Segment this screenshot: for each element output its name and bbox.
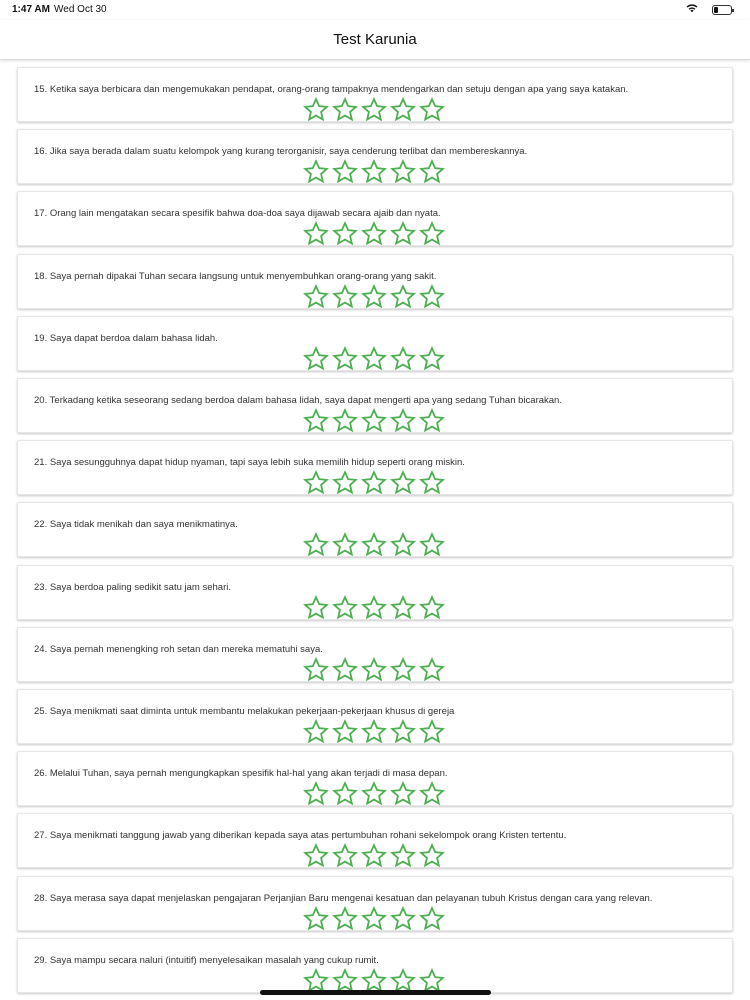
home-indicator[interactable] bbox=[260, 990, 491, 995]
star-rating bbox=[303, 719, 445, 744]
question-text: 19. Saya dapat berdoa dalam bahasa lidah. bbox=[34, 332, 218, 344]
star-icon[interactable] bbox=[390, 532, 416, 557]
question-text: 23. Saya berdoa paling sedikit satu jam sehari. bbox=[34, 581, 231, 593]
star-icon[interactable] bbox=[361, 595, 387, 620]
star-icon[interactable] bbox=[332, 906, 358, 931]
star-icon[interactable] bbox=[390, 657, 416, 682]
star-icon[interactable] bbox=[332, 719, 358, 744]
question-text: 27. Saya menikmati tanggung jawab yang diberikan kepada saya atas pertumbuhan rohani sekelompok orang Kristen tertentu. bbox=[34, 830, 567, 842]
page-title: Test Karunia bbox=[333, 31, 417, 48]
question-card bbox=[17, 67, 733, 122]
star-icon[interactable] bbox=[361, 284, 387, 309]
wifi-icon bbox=[686, 3, 698, 16]
question-card bbox=[17, 938, 733, 993]
star-icon[interactable] bbox=[303, 408, 329, 433]
star-rating bbox=[303, 221, 445, 246]
question-card bbox=[17, 565, 733, 620]
star-icon[interactable] bbox=[361, 657, 387, 682]
star-icon[interactable] bbox=[419, 408, 445, 433]
star-icon[interactable] bbox=[303, 159, 329, 184]
star-icon[interactable] bbox=[303, 657, 329, 682]
star-icon[interactable] bbox=[390, 470, 416, 495]
navigation-bar bbox=[0, 20, 750, 60]
star-icon[interactable] bbox=[419, 346, 445, 371]
star-icon[interactable] bbox=[361, 532, 387, 557]
star-icon[interactable] bbox=[303, 97, 329, 122]
star-rating bbox=[303, 470, 445, 495]
question-card bbox=[17, 378, 733, 433]
star-icon[interactable] bbox=[303, 781, 329, 806]
question-text: 22. Saya tidak menikah dan saya menikmatinya. bbox=[34, 519, 238, 531]
question-card bbox=[17, 627, 733, 682]
question-text: 15. Ketika saya berbicara dan mengemukakan pendapat, orang-orang tampaknya mendengarkan dan setuju dengan apa yang saya katakan. bbox=[34, 84, 629, 95]
status-date: Wed Oct 30 bbox=[54, 4, 107, 15]
star-icon[interactable] bbox=[361, 906, 387, 931]
star-icon[interactable] bbox=[419, 595, 445, 620]
star-rating bbox=[303, 532, 445, 557]
status-time: 1:47 AM bbox=[12, 4, 50, 15]
star-icon[interactable] bbox=[303, 470, 329, 495]
star-rating bbox=[303, 843, 445, 868]
star-icon[interactable] bbox=[332, 408, 358, 433]
star-icon[interactable] bbox=[332, 346, 358, 371]
star-icon[interactable] bbox=[361, 408, 387, 433]
status-bar bbox=[0, 0, 750, 20]
star-rating bbox=[303, 284, 445, 309]
star-icon[interactable] bbox=[419, 221, 445, 246]
question-text: 16. Jika saya berada dalam suatu kelompok yang kurang terorganisir, saya cenderung terlibat dan membereskannya. bbox=[34, 146, 528, 158]
star-icon[interactable] bbox=[419, 781, 445, 806]
question-text: 17. Orang lain mengatakan secara spesifik bahwa doa-doa saya dijawab secara ajaib dan nyata. bbox=[34, 208, 441, 220]
star-icon[interactable] bbox=[332, 843, 358, 868]
star-icon[interactable] bbox=[419, 719, 445, 744]
star-icon[interactable] bbox=[332, 595, 358, 620]
star-icon[interactable] bbox=[390, 719, 416, 744]
star-icon[interactable] bbox=[361, 221, 387, 246]
star-rating bbox=[303, 97, 445, 122]
star-icon[interactable] bbox=[303, 346, 329, 371]
question-card bbox=[17, 254, 733, 309]
star-icon[interactable] bbox=[303, 284, 329, 309]
star-icon[interactable] bbox=[419, 906, 445, 931]
question-text: 21. Saya sesungguhnya dapat hidup nyaman, tapi saya lebih suka memilih hidup seperti orang miskin. bbox=[34, 457, 465, 469]
star-icon[interactable] bbox=[332, 657, 358, 682]
question-text: 26. Melalui Tuhan, saya pernah mengungkapkan spesifik hal-hal yang akan terjadi di masa depan. bbox=[34, 768, 448, 780]
status-icons bbox=[686, 3, 732, 16]
star-icon[interactable] bbox=[332, 97, 358, 122]
star-icon[interactable] bbox=[390, 781, 416, 806]
star-icon[interactable] bbox=[332, 781, 358, 806]
star-icon[interactable] bbox=[390, 159, 416, 184]
star-icon[interactable] bbox=[390, 843, 416, 868]
star-icon[interactable] bbox=[419, 843, 445, 868]
star-rating bbox=[303, 595, 445, 620]
star-icon[interactable] bbox=[332, 159, 358, 184]
star-rating bbox=[303, 159, 445, 184]
star-icon[interactable] bbox=[390, 221, 416, 246]
question-list[interactable] bbox=[0, 64, 750, 1000]
star-icon[interactable] bbox=[361, 470, 387, 495]
star-rating bbox=[303, 781, 445, 806]
star-icon[interactable] bbox=[303, 595, 329, 620]
star-icon[interactable] bbox=[419, 532, 445, 557]
star-icon[interactable] bbox=[332, 470, 358, 495]
star-icon[interactable] bbox=[361, 159, 387, 184]
question-text: 29. Saya mampu secara naluri (intuitif) menyelesaikan masalah yang cukup rumit. bbox=[34, 954, 379, 966]
star-icon[interactable] bbox=[390, 346, 416, 371]
star-icon[interactable] bbox=[332, 284, 358, 309]
star-icon[interactable] bbox=[303, 221, 329, 246]
star-icon[interactable] bbox=[361, 843, 387, 868]
star-icon[interactable] bbox=[332, 532, 358, 557]
star-icon[interactable] bbox=[361, 719, 387, 744]
star-icon[interactable] bbox=[332, 221, 358, 246]
question-card bbox=[17, 316, 733, 371]
star-icon[interactable] bbox=[361, 781, 387, 806]
star-icon[interactable] bbox=[390, 595, 416, 620]
star-icon[interactable] bbox=[361, 97, 387, 122]
star-icon[interactable] bbox=[303, 906, 329, 931]
question-card bbox=[17, 502, 733, 557]
question-text: 20. Terkadang ketika seseorang sedang berdoa dalam bahasa lidah, saya dapat mengerti apa yang sedang Tuhan bicarakan. bbox=[34, 395, 562, 406]
star-icon[interactable] bbox=[390, 408, 416, 433]
question-text: 28. Saya merasa saya dapat menjelaskan pengajaran Perjanjian Baru mengenai kesatuan dan pelayanan tubuh Kristus dengan cara yang relevan. bbox=[34, 892, 653, 904]
battery-icon bbox=[712, 5, 732, 15]
star-icon[interactable] bbox=[303, 532, 329, 557]
star-rating bbox=[303, 657, 445, 682]
star-icon[interactable] bbox=[390, 284, 416, 309]
battery-level bbox=[714, 7, 718, 13]
question-card bbox=[17, 689, 733, 744]
star-icon[interactable] bbox=[419, 159, 445, 184]
star-icon[interactable] bbox=[390, 97, 416, 122]
star-icon[interactable] bbox=[303, 843, 329, 868]
question-card bbox=[17, 440, 733, 495]
star-icon[interactable] bbox=[419, 284, 445, 309]
question-text: 25. Saya menikmati saat diminta untuk membantu melakukan pekerjaan-pekerjaan khusus di gereja bbox=[34, 706, 455, 717]
star-icon[interactable] bbox=[419, 657, 445, 682]
question-card bbox=[17, 813, 733, 868]
question-card bbox=[17, 191, 733, 246]
question-text: 18. Saya pernah dipakai Tuhan secara langsung untuk menyembuhkan orang-orang yang sakit. bbox=[34, 270, 437, 282]
star-icon[interactable] bbox=[361, 346, 387, 371]
star-icon[interactable] bbox=[303, 719, 329, 744]
question-card bbox=[17, 876, 733, 931]
question-card bbox=[17, 751, 733, 806]
star-icon[interactable] bbox=[419, 470, 445, 495]
star-rating bbox=[303, 408, 445, 433]
star-rating bbox=[303, 906, 445, 931]
question-card bbox=[17, 129, 733, 184]
question-text: 24. Saya pernah menengking roh setan dan mereka mematuhi saya. bbox=[34, 643, 323, 655]
star-rating bbox=[303, 346, 445, 371]
star-icon[interactable] bbox=[419, 97, 445, 122]
star-icon[interactable] bbox=[390, 906, 416, 931]
